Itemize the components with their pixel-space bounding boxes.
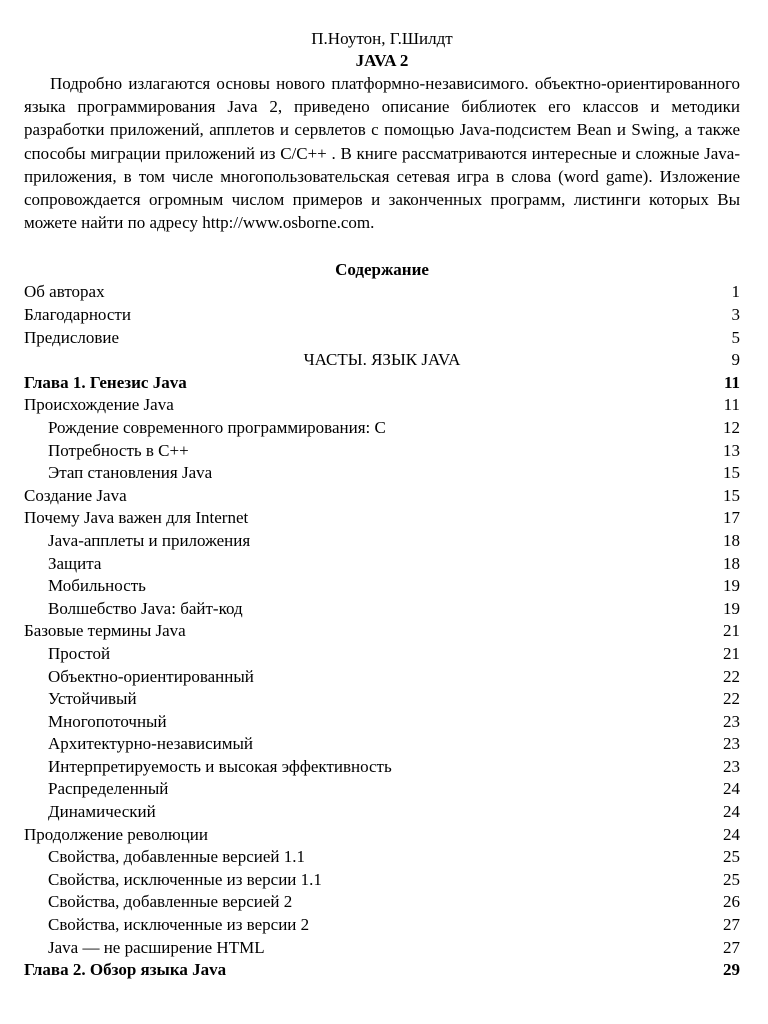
toc-entry: [24, 598, 740, 621]
toc-entry-title: Java — не расширение HTML: [48, 937, 265, 957]
toc-entry: [24, 869, 740, 892]
toc-entry-page: 27: [723, 915, 740, 935]
toc-entry-page: 25: [723, 847, 740, 867]
toc-entry-page: 29: [723, 960, 740, 980]
toc-entry-page: 26: [723, 892, 740, 912]
toc-entry-page: 24: [723, 824, 740, 844]
toc-entry: [24, 530, 740, 553]
toc-entry-page: 12: [723, 417, 740, 437]
toc-entry-page: 13: [723, 440, 740, 460]
toc-entry: [24, 914, 740, 937]
toc-entry: [24, 891, 740, 914]
toc-entry: [24, 575, 740, 598]
toc-entry-page: 17: [723, 508, 740, 528]
toc-entry: [24, 801, 740, 824]
toc-entry-title: ЧАСТЫ. ЯЗЫК JAVA: [303, 350, 461, 370]
toc-entry-title: Об авторах: [24, 282, 105, 302]
toc-entry-title: Потребность в C++: [48, 440, 189, 460]
toc-entry: [24, 643, 740, 666]
toc-entry-page: 22: [723, 689, 740, 709]
toc-entry-page: 21: [723, 643, 740, 663]
toc-entry-title: Мобильность: [48, 576, 146, 596]
toc-entry: [24, 937, 740, 960]
toc-entry: [24, 462, 740, 485]
toc-entry-title: Устойчивый: [48, 689, 137, 709]
toc-entry-page: 21: [723, 621, 740, 641]
toc-entry: [24, 666, 740, 689]
toc-entry-page: 3: [731, 305, 740, 325]
toc-entry: [24, 394, 740, 417]
toc-entry-title: Почему Java важен для Internet: [24, 508, 249, 528]
toc-entry-page: 22: [723, 666, 740, 686]
toc-entry-title: Многопоточный: [48, 711, 167, 731]
toc-entry: [24, 846, 740, 869]
toc-entry-page: 23: [723, 711, 740, 731]
toc-heading: Содержание: [335, 260, 429, 280]
toc-entry: [24, 688, 740, 711]
book-abstract: Подробно излагаются основы нового платформно-независимого. объектно-ориентированного языка программирования Java 2, приведено описание библиотек его классов и методики разработки приложений, апплетов и сервлетов с помощью Java-подсистем Bean и Swing, а также способы миграции приложений из C/C++ . В книге рассматриваются интересные и сложные Java-приложения, в том числе многопользовательская сетевая игра в слова (word game). Изложение сопровождается огромным числом примеров и законченных программ, листинги которых Вы можете найти по адресу http://www.osborne.com.: [24, 74, 740, 233]
toc-entry: [24, 733, 740, 756]
toc-entry-title: Свойства, добавленные версией 1.1: [48, 847, 306, 867]
toc-entry-page: 11: [723, 372, 740, 392]
toc-entry-page: 15: [723, 485, 740, 505]
toc-entry-title: Создание Java: [24, 485, 127, 505]
toc-entry-title: Динамический: [48, 802, 156, 822]
toc-entry-page: 27: [723, 937, 740, 957]
toc-entry-page: 11: [723, 395, 740, 415]
toc-entry-page: 5: [731, 327, 740, 347]
toc-entry: [24, 507, 740, 530]
toc-entry-title: Архитектурно-независимый: [48, 734, 254, 754]
toc-entry-title: Простой: [48, 643, 111, 663]
toc-entry-title: Объектно-ориентированный: [48, 666, 254, 686]
toc-entry-title: Свойства, добавленные версией 2: [48, 892, 293, 912]
toc-entry-title: Глава 2. Обзор языка Java: [24, 960, 227, 980]
toc-entry-page: 15: [723, 463, 740, 483]
toc-entry-title: Защита: [48, 553, 102, 573]
toc-entry-title: Предисловие: [24, 327, 120, 347]
document-page: [24, 28, 740, 982]
toc-entry-page: 24: [723, 802, 740, 822]
toc-entry-title: Свойства, исключенные из версии 1.1: [48, 869, 322, 889]
toc-entry: [24, 349, 740, 372]
toc-entry-title: Продолжение революции: [24, 824, 208, 844]
toc-entry-title: Распределенный: [48, 779, 169, 799]
toc-entry: [24, 711, 740, 734]
toc-entry-title: Благодарности: [24, 305, 131, 325]
toc-entry-title: Базовые термины Java: [24, 621, 186, 641]
toc-entry-page: 19: [723, 576, 740, 596]
toc-entry: [24, 440, 740, 463]
toc-entry-title: Интерпретируемость и высокая эффективность: [48, 756, 392, 776]
toc-entry: [24, 959, 740, 982]
toc-entry-title: Глава 1. Генезис Java: [24, 372, 187, 392]
toc-entry: [24, 417, 740, 440]
toc-entry: [24, 778, 740, 801]
toc-entry: [24, 485, 740, 508]
table-of-contents: [24, 281, 740, 981]
toc-entry: [24, 824, 740, 847]
toc-entry-page: 23: [723, 756, 740, 776]
toc-entry: [24, 756, 740, 779]
book-title: JAVA 2: [355, 51, 409, 70]
toc-entry: [24, 327, 740, 350]
toc-entry-page: 25: [723, 869, 740, 889]
toc-entry: [24, 281, 740, 304]
toc-entry: [24, 304, 740, 327]
toc-entry: [24, 372, 740, 395]
toc-entry-title: Java-апплеты и приложения: [48, 530, 251, 550]
toc-entry-page: 24: [723, 779, 740, 799]
book-authors: П.Ноутон, Г.Шилдт: [311, 29, 453, 48]
toc-entry-page: 19: [723, 598, 740, 618]
toc-entry-title: Происхождение Java: [24, 395, 174, 415]
toc-entry-title: Свойства, исключенные из версии 2: [48, 915, 310, 935]
toc-entry: [24, 620, 740, 643]
toc-entry-title: Этап становления Java: [48, 463, 213, 483]
toc-entry-page: 18: [723, 553, 740, 573]
toc-entry-page: 23: [723, 734, 740, 754]
toc-entry-page: 18: [723, 530, 740, 550]
toc-entry: [24, 553, 740, 576]
toc-entry-page: 1: [731, 282, 740, 302]
toc-entry-title: Волшебство Java: байт-код: [48, 598, 243, 618]
toc-entry-page: 9: [731, 350, 740, 370]
toc-entry-title: Рождение современного программирования: С: [48, 417, 386, 437]
